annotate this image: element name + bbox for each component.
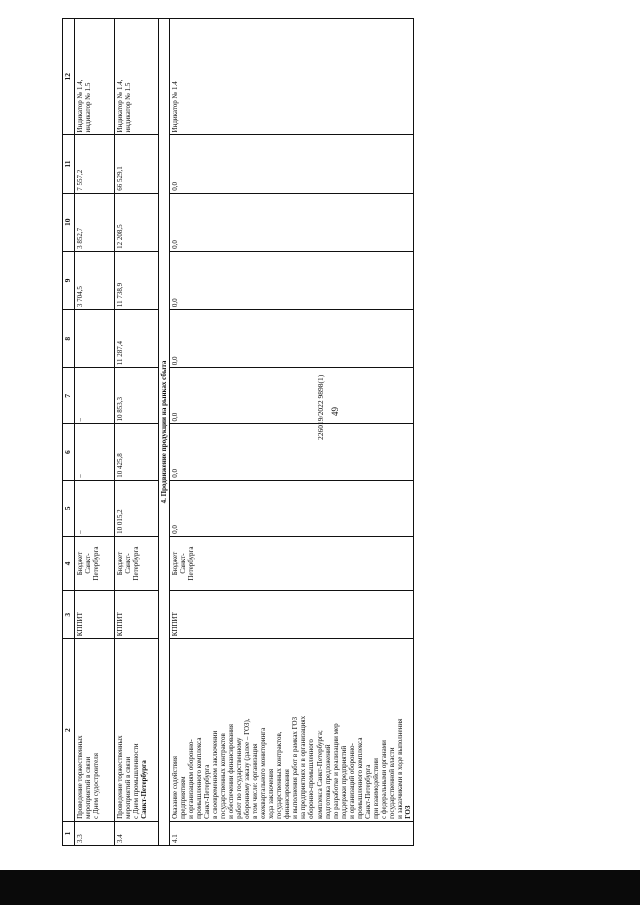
source-line: Петербурга <box>91 546 100 581</box>
indicator-cell <box>114 19 158 135</box>
value-cell: 0,0 <box>169 135 413 193</box>
desc-line: ежеквартального мониторинга <box>259 727 268 819</box>
desc-line: и заказчиками в ходе выполнения <box>395 718 404 819</box>
desc-line: государственной власти <box>387 747 396 819</box>
desc-line: в своевременном заключении <box>210 730 219 819</box>
value-cell: 0,0 <box>169 251 413 309</box>
source-line: Бюджет <box>115 551 124 576</box>
desc-line: Проведение торжественных <box>115 735 124 819</box>
rotated-table-area <box>62 18 562 846</box>
source-line: Санкт- <box>123 553 132 574</box>
desc-line: при взаимодействии <box>371 758 380 819</box>
row-number: 4.1 <box>169 821 413 845</box>
col-header: 5 <box>63 480 75 536</box>
desc-line: хода заключения <box>267 768 276 819</box>
value-cell: 11 287,4 <box>114 310 158 368</box>
scan-border <box>0 870 640 905</box>
table-row <box>169 19 413 846</box>
indicator-line: Индикатор № 1.4, <box>115 79 124 133</box>
desc-line: поддержки предприятий <box>339 745 348 819</box>
desc-line: промышленного комплекса <box>194 737 203 819</box>
value-cell: 12 208,5 <box>114 193 158 251</box>
desc-line: промышленного комплекса <box>355 737 364 819</box>
value-cell: 0,0 <box>169 480 413 536</box>
section-row <box>158 19 169 846</box>
desc-line: с Днем судостроителя <box>91 753 100 819</box>
desc-line-bold: ГОЗ <box>404 805 413 819</box>
desc-line: на предприятиях и в организациях <box>299 715 308 819</box>
desc-line: и выполнения работ в рамках ГОЗ <box>291 716 300 819</box>
desc-line: и обеспечении финансирования <box>227 724 235 819</box>
desc-line: мероприятий в связи <box>83 756 92 819</box>
indicator-line: индикатор № 1.5 <box>83 82 92 133</box>
row-number: 3.4 <box>114 821 158 845</box>
desc-line: с федеральными органами <box>379 740 388 819</box>
desc-line: финансирования <box>283 769 292 819</box>
value-cell: 10 425,8 <box>114 424 158 480</box>
desc-line: с Днем промышленности <box>131 743 140 819</box>
desc-line: оборонному заказу (далее – ГОЗ), <box>243 718 252 819</box>
section-title: 4. Продвижение продукции на рынках сбыта <box>158 19 169 846</box>
program-table <box>62 18 414 846</box>
desc-line-bold: Санкт-Петербурга <box>139 760 148 819</box>
source-line: Санкт- <box>178 553 187 574</box>
funding-source <box>114 536 158 590</box>
source-line: Бюджет <box>75 551 84 576</box>
col-header: 6 <box>63 424 75 480</box>
col-header: 1 <box>63 821 75 845</box>
table-row <box>74 19 114 846</box>
executor: КППИТ <box>74 591 114 639</box>
col-header: 10 <box>63 193 75 251</box>
value-cell: 66 529,1 <box>114 135 158 193</box>
value-cell: 10 015,2 <box>114 480 158 536</box>
desc-line: государственных контрактов, <box>275 731 284 819</box>
desc-line: и организаций оборонно- <box>347 743 356 819</box>
indicator-cell: Индикатор № 1.4 <box>169 19 413 135</box>
source-line: Бюджет <box>170 551 179 576</box>
desc-line: государственных контрактов <box>218 733 227 819</box>
col-header: 2 <box>63 639 75 822</box>
table-row <box>114 19 158 846</box>
indicator-line: Индикатор № 1.4, <box>75 79 84 133</box>
page-number: 49 <box>330 407 340 416</box>
desc-line: предприятиям <box>178 776 187 819</box>
executor: КППИТ <box>114 591 158 639</box>
desc-line: комплекса Санкт-Петербурга; <box>315 730 324 819</box>
desc-line: и организациям оборонно- <box>186 739 195 819</box>
col-header: 8 <box>63 310 75 368</box>
indicator-line: индикатор № 1.5 <box>123 82 132 133</box>
document-code: 226019/2022 9898(1) <box>316 374 325 440</box>
value-cell: 0,0 <box>169 193 413 251</box>
desc-line: Проведение торжественных <box>75 735 84 819</box>
value-cell: 3 852,7 <box>74 193 114 251</box>
source-line: Санкт- <box>83 553 92 574</box>
header-row <box>63 19 75 846</box>
value-cell: 0,0 <box>169 424 413 480</box>
desc-line: работ по государственному <box>235 737 244 819</box>
desc-line: подготовка предложений <box>323 744 332 819</box>
indicator-cell <box>74 19 114 135</box>
funding-source <box>74 536 114 590</box>
desc-line: в том числе: организация <box>251 743 260 819</box>
value-cell: – <box>74 424 114 480</box>
value-cell: 11 738,9 <box>114 251 158 309</box>
row-description <box>74 639 114 822</box>
desc-line: по разработке и реализации мер <box>331 723 340 819</box>
row-description <box>114 639 158 822</box>
desc-line: Оказание содействия <box>170 755 179 819</box>
value-cell <box>74 310 114 368</box>
desc-line: Санкт-Петербурга <box>202 764 211 819</box>
desc-line: мероприятий в связи <box>123 756 132 819</box>
value-cell: 0,0 <box>169 368 413 424</box>
value-cell: – <box>74 480 114 536</box>
value-cell: 7 557,2 <box>74 135 114 193</box>
col-header: 9 <box>63 251 75 309</box>
executor: КППИТ <box>169 591 413 639</box>
row-number: 3.3 <box>74 821 114 845</box>
col-header: 4 <box>63 536 75 590</box>
row-description <box>169 639 413 822</box>
value-cell: 3 704,5 <box>74 251 114 309</box>
source-line: Петербурга <box>131 546 140 581</box>
source-line: Петербурга <box>186 546 195 581</box>
value-cell: 0,0 <box>169 310 413 368</box>
desc-line: Санкт-Петербурга <box>363 764 372 819</box>
funding-source <box>169 536 413 590</box>
value-cell: 10 853,3 <box>114 368 158 424</box>
col-header: 7 <box>63 368 75 424</box>
value-cell: – <box>74 368 114 424</box>
col-header: 11 <box>63 135 75 193</box>
col-header: 3 <box>63 591 75 639</box>
col-header: 12 <box>63 19 75 135</box>
desc-line: оборонно-промышленного <box>307 739 316 819</box>
